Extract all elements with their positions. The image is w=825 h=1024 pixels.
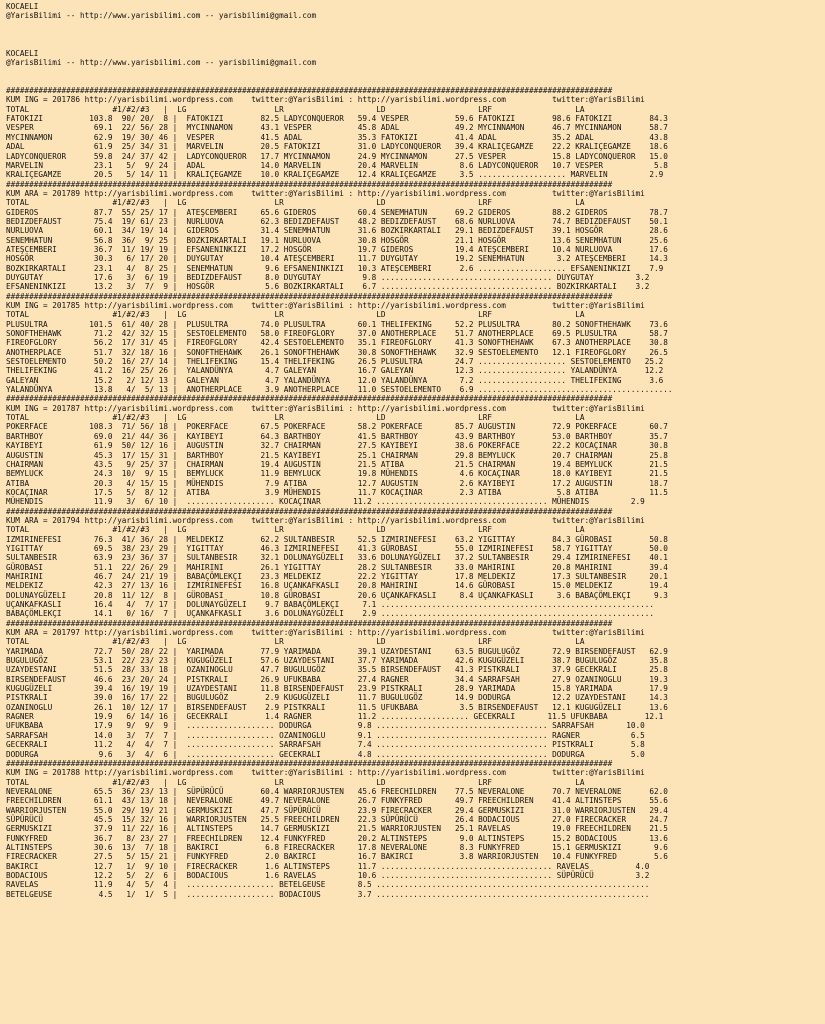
separator-line: ################################################################################################################################### [6,758,613,768]
horse-row: SESTOELEMENTO 50.2 16/ 27/ 14 | THELIFEKING 15.4 THELIFEKING 26.5 PLUSULTRA 24.7 ................... SESTOELEMENTO 25.2 [6,357,664,367]
horse-row: SÜPÜRÜCÜ 45.5 15/ 32/ 16 | WARRIORJUSTEN 25.5 FREECHILDREN 22.3 SÜPÜRÜCÜ 26.4 BODACIOUS 27.0 FIRECRACKER 24.7 [6,814,668,824]
race-header-line: KUM ING = 201788 http://yarisbilimi.wordpress.com twitter:@YarisBilimi : http://yarisbilimi.wordpress.com twitter:@YarisBilimi [6,768,645,778]
blank-line [6,67,672,76]
horse-row: DOLUNAYGÜZELI 20.8 11/ 12/ 8 | GÜROBASI 10.8 GÜROBASI 20.6 UÇANKAFKASLI 8.4 UÇANKAFKASLI 3.6 BABAÇÖMLEKÇI 9.3 [6,590,668,600]
horse-row: RAGNER 19.9 6/ 14/ 16 | GECEKRALI 1.4 RAGNER 11.2 ................... GECEKRALI 11.5 UFUKBABA 12.1 [6,712,664,722]
horse-row: ALTINSTEPS 30.6 13/ 7/ 18 | BAKIRCI 6.8 FIRECRACKER 17.8 NEVERALONE 8.3 FUNKYFRED 15.1 GERMUSKIZI 9.6 [6,842,668,852]
horse-row: FATOKIZI 103.8 90/ 20/ 8 | FATOKIZI 82.5 LADYCONQUEROR 59.4 VESPER 59.6 FATOKIZI 98.6 FATOKIZI 84.3 [6,114,668,124]
horse-row: SONOFTHEHAWK 71.2 42/ 32/ 15 | SESTOELEMENTO 58.0 FIREOFGLORY 37.0 ANOTHERPLACE 51.7 ANOTHERPLACE 69.5 PLUSULTRA 58.7 [6,329,668,339]
horse-row: MAHIRINI 46.7 24/ 21/ 19 | BABAÇÖMLEKÇI 23.3 MELDEKIZ 22.2 YIGITTAY 17.8 MELDEKIZ 17.3 SULTANBESIR 20.1 [6,571,668,581]
contact-line: @YarisBilimi -- http://www.yarisbilimi.com -- yarisbilimi@gmail.com [6,11,317,21]
horse-row: KUGUGÜZELI 39.4 16/ 19/ 19 | UZAYDESTANI 11.8 BIRSENDEFAUST 23.9 PISTKRALI 28.9 YARIMADA 15.8 YARIMADA 17.9 [6,684,668,694]
blank-line [6,77,672,86]
horse-row: BARTHBOY 69.0 21/ 44/ 36 | KAYIBEYI 64.3 BARTHBOY 41.5 BARTHBOY 43.9 BARTHBOY 53.0 BARTHBOY 35.7 [6,431,668,441]
horse-row: UZAYDESTANI 51.5 28/ 33/ 18 | OZANINOGLU 47.7 BUGULUGÖZ 35.5 BIRSENDEFAUST 41.3 PISTKRALI 37.9 GECEKRALI 25.8 [6,665,668,675]
horse-row: PLUSULTRA 101.5 61/ 40/ 28 | PLUSULTRA 74.0 PLUSULTRA 60.1 THELIFEKING 52.2 PLUSULTRA 80.2 SONOFTHEHAWK 73.6 [6,319,668,329]
horse-row: SENEMHATUN 56.8 36/ 9/ 25 | BOZKIRKARTALI 19.1 NURLUOVA 30.8 HOSGÖR 21.1 HOSGÖR 13.6 SENEMHATUN 25.6 [6,235,668,245]
horse-row: DODURGA 9.6 3/ 4/ 6 | ................... GECEKRALI 4.8 ..................................... DODURGA 5.0 [6,749,645,759]
horse-row: THELIFEKING 41.2 16/ 25/ 26 | YALANDÜNYA 4.7 GALEYAN 16.7 GALEYAN 12.3 ................... YALANDÜNYA 12.2 [6,366,664,376]
horse-row: POKERFACE 108.3 71/ 56/ 18 | POKERFACE 67.5 POKERFACE 58.2 POKERFACE 85.7 AUGUSTIN 72.9 POKERFACE 60.7 [6,422,668,432]
horse-row: OZANINOGLU 26.1 10/ 12/ 17 | BIRSENDEFAUST 2.9 PISTKRALI 11.5 UFUKBABA 3.5 BIRSENDEFAUST 12.1 KUGUGÜZELI 13.6 [6,702,668,712]
horse-row: BUGULUGÖZ 53.1 22/ 23/ 23 | KUGUGÜZELI 57.6 UZAYDESTANI 37.7 YARIMADA 42.6 KUGUGÜZELI 38.7 BUGULUGÖZ 35.8 [6,656,668,666]
horse-row: YALANDÜNYA 13.8 4/ 5/ 13 | ANOTHERPLACE 3.9 ANOTHERPLACE 11.0 SESTOELEMENTO 6.9 .......................................... [6,385,673,395]
column-header-line: TOTAL #1/#2/#3 | LG LR LD LRF LA [6,637,585,647]
horse-row: RAVELAS 11.9 4/ 5/ 4 | ................... BETELGEUSE 8.5 ........................................................... [6,880,650,890]
race-analysis-document [6,2,672,899]
race-header-line: KUM ARA = 201789 http://yarisbilimi.wordpress.com twitter:@YarisBilimi : http://yarisbilimi.wordpress.com twitter:@YarisBilimi [6,188,645,198]
separator-line: ################################################################################################################################### [6,618,613,628]
horse-row: LADYCONQUEROR 59.8 24/ 37/ 42 | LADYCONQUEROR 17.7 MYCINNAMON 24.9 MYCINNAMON 27.5 VESPER 15.8 LADYCONQUEROR 15.0 [6,151,668,161]
horse-row: NURLUOVA 60.1 34/ 19/ 14 | GIDEROS 31.4 SENEMHATUN 31.6 BOZKIRKARTALI 29.1 BEDIZDEFAUST 39.1 HOSGÖR 28.6 [6,226,668,236]
horse-row: YIGITTAY 69.5 38/ 23/ 29 | YIGITTAY 46.3 IZMIRINEFESI 41.3 GÜROBASI 55.0 IZMIRINEFESI 58.7 YIGITTAY 50.0 [6,543,668,553]
horse-row: ATEŞCEMBERI 36.7 11/ 19/ 19 | EFSANENINKIZI 17.2 HOSGÖR 19.7 GIDEROS 19.4 ATEŞCEMBERI 10.4 NURLUOVA 17.6 [6,244,668,254]
horse-row: ATIBA 20.3 4/ 15/ 15 | MÜHENDIS 7.9 ATIBA 12.7 AUGUSTIN 2.6 KAYIBEYI 17.2 AUGUSTIN 18.7 [6,478,668,488]
horse-row: BETELGEUSE 4.5 1/ 1/ 5 | ................... BODACIOUS 3.7 ........................................................... [6,889,650,899]
horse-row: ANOTHERPLACE 51.7 32/ 18/ 16 | SONOFTHEHAWK 26.1 SONOFTHEHAWK 30.8 SONOFTHEHAWK 32.9 SESTOELEMENTO 12.1 FIREOFGLORY 26.5 [6,347,668,357]
horse-row: EFSANENINKIZI 13.2 3/ 7/ 9 | HOSGÖR 5.6 BOZKIRKARTALI 6.7 ..................................... BOZKIRKARTALI 3.2 [6,282,650,292]
horse-row: DUYGUTAY 17.6 3/ 6/ 19 | BEDIZDEFAUST 8.0 DUYGUTAY 9.8 ..................................... DUYGUTAY 3.2 [6,272,650,282]
horse-row: YARIMADA 72.7 50/ 28/ 22 | YARIMADA 77.9 YARIMADA 39.1 UZAYDESTANI 63.5 BUGULUGÖZ 72.9 BIRSENDEFAUST 62.9 [6,646,668,656]
separator-line: ################################################################################################################################### [6,291,613,301]
column-header-line: TOTAL #1/#2/#3 | LG LR LD LRF LA [6,198,585,208]
horse-row: FIRECRACKER 27.5 5/ 15/ 21 | FUNKYFRED 2.0 BAKIRCI 16.7 BAKIRCI 3.8 WARRIORJUSTEN 10.4 FUNKYFRED 5.6 [6,852,668,862]
horse-row: VESPER 69.1 22/ 56/ 28 | MYCINNAMON 43.1 VESPER 45.8 ADAL 49.2 MYCINNAMON 46.7 MYCINNAMON 58.7 [6,123,668,133]
horse-row: GERMUSKIZI 37.9 11/ 22/ 16 | ALTINSTEPS 14.7 GERMUSKIZI 21.5 WARRIORJUSTEN 25.1 RAVELAS 19.0 FREECHILDREN 21.5 [6,824,668,834]
race-header-line: KUM ARA = 201794 http://yarisbilimi.wordpress.com twitter:@YarisBilimi : http://yarisbilimi.wordpress.com twitter:@YarisBilimi [6,515,645,525]
horse-row: WARRIORJUSTEN 55.0 29/ 19/ 21 | GERMUSKIZI 47.7 SÜPÜRÜCÜ 23.9 FIRECRACKER 29.4 GERMUSKIZI 31.0 WARRIORJUSTEN 29.4 [6,805,668,815]
column-header-line: TOTAL #1/#2/#3 | LG LR LD LRF LA [6,525,585,535]
race-header-line: KUM ING = 201786 http://yarisbilimi.wordpress.com twitter:@YarisBilimi : http://yarisbilimi.wordpress.com twitter:@YarisBilimi [6,95,645,105]
race-header-line: KUM ING = 201787 http://yarisbilimi.wordpress.com twitter:@YarisBilimi : http://yarisbilimi.wordpress.com twitter:@YarisBilimi [6,403,645,413]
horse-row: CHAIRMAN 43.5 9/ 25/ 37 | CHAIRMAN 19.4 AUGUSTIN 21.5 ATIBA 21.5 CHAIRMAN 19.4 BEMYLUCK 21.5 [6,459,668,469]
location-title: KOCAELI [6,48,39,58]
horse-row: BAKIRCI 12.7 1/ 9/ 10 | FIRECRACKER 1.6 ALTINSTEPS 11.7 ..................................... RAVELAS 4.0 [6,861,650,871]
horse-row: BOZKIRKARTALI 23.1 4/ 8/ 25 | SENEMHATUN 9.6 EFSANENINKIZI 10.3 ATEŞCEMBERI 2.6 ................... EFSANENINKIZI 7.9 [6,263,664,273]
location-title: KOCAELI [6,2,39,11]
horse-row: ADAL 61.9 25/ 34/ 31 | MARVELIN 20.5 FATOKIZI 31.0 LADYCONQUEROR 39.4 KRALIÇEGAMZE 22.2 KRALIÇEGAMZE 18.6 [6,142,668,152]
horse-row: GIDEROS 87.7 55/ 25/ 17 | ATEŞCEMBERI 65.6 GIDEROS 60.4 SENEMHATUN 69.2 GIDEROS 88.2 GIDEROS 78.7 [6,207,668,217]
separator-line: ################################################################################################################################### [6,394,613,404]
horse-row: KAYIBEYI 61.9 50/ 12/ 16 | AUGUSTIN 32.7 CHAIRMAN 27.5 KAYIBEYI 38.6 POKERFACE 22.2 KOCAÇINAR 30.8 [6,441,668,451]
blank-line [6,30,672,39]
horse-row: SARRAFSAH 14.0 3/ 7/ 7 | ................... OZANINOGLU 9.1 ..................................... RAGNER 6.5 [6,730,645,740]
horse-row: GÜROBASI 51.1 22/ 26/ 29 | MAHIRINI 26.1 YIGITTAY 28.2 SULTANBESIR 33.0 MAHIRINI 20.8 MAHIRINI 39.4 [6,562,668,572]
race-header-line: KUM ING = 201785 http://yarisbilimi.wordpress.com twitter:@YarisBilimi : http://yarisbilimi.wordpress.com twitter:@YarisBilimi [6,301,645,310]
horse-row: MARVELIN 23.1 5/ 9/ 24 | ADAL 14.0 MARVELIN 20.4 MARVELIN 8.6 LADYCONQUEROR 10.7 VESPER 5.8 [6,160,668,170]
column-header-line: TOTAL #1/#2/#3 | LG LR LD LRF LA [6,104,585,114]
horse-row: FUNKYFRED 36.7 8/ 23/ 27 | FREECHILDREN 12.4 FUNKYFRED 20.2 ALTINSTEPS 9.0 ALTINSTEPS 15.2 BODACIOUS 13.6 [6,833,668,843]
horse-row: UÇANKAFKASLI 16.4 4/ 7/ 17 | DOLUNAYGÜZELI 9.7 BABAÇÖMLEKÇI 7.1 ........................................................... [6,600,654,609]
separator-line: ################################################################################################################################### [6,506,613,516]
horse-row: NEVERALONE 65.5 36/ 23/ 13 | SÜPÜRÜCÜ 60.4 WARRIORJUSTEN 45.6 FREECHILDREN 77.5 NEVERALONE 70.7 NEVERALONE 62.0 [6,786,668,796]
horse-row: IZMIRINEFESI 76.3 41/ 36/ 28 | MELDEKIZ 62.2 SULTANBESIR 52.5 IZMIRINEFESI 63.2 YIGITTAY 84.3 GÜROBASI 50.8 [6,534,668,544]
horse-row: UFUKBABA 17.9 9/ 9/ 9 | ................... DODURGA 9.8 ..................................... SARRAFSAH 10.0 [6,721,645,731]
horse-row: BABAÇÖMLEKÇI 14.1 0/ 16/ 7 | UÇANKAFKASLI 3.6 DOLUNAYGÜZELI 2.9 ........................................................... [6,609,654,619]
column-header-line: TOTAL #1/#2/#3 | LG LR LD LRF LA [6,310,585,320]
blank-line [6,21,672,30]
race-header-line: KUM ARA = 201797 http://yarisbilimi.wordpress.com twitter:@YarisBilimi : http://yarisbilimi.wordpress.com twitter:@YarisBilimi [6,628,645,638]
horse-row: GALEYAN 15.2 2/ 12/ 13 | GALEYAN 4.7 YALANDÜNYA 12.0 YALANDÜNYA 7.2 ................... THELIFEKING 3.6 [6,375,664,385]
horse-row: KOCAÇINAR 17.5 5/ 8/ 12 | ATIBA 3.9 MÜHENDIS 11.7 KOCAÇINAR 2.3 ATIBA 5.8 ATIBA 11.5 [6,487,668,497]
horse-row: SULTANBESIR 63.9 23/ 36/ 37 | SULTANBESIR 32.1 DOLUNAYGÜZELI 33.6 DOLUNAYGÜZELI 37.2 SULTANBESIR 29.4 IZMIRINEFESI 40.1 [6,553,668,563]
column-header-line: TOTAL #1/#2/#3 | LG LR LD LRF LA [6,777,585,787]
separator-line: ################################################################################################################################### [6,86,613,96]
contact-line: @YarisBilimi -- http://www.yarisbilimi.com -- yarisbilimi@gmail.com [6,58,317,68]
column-header-line: TOTAL #1/#2/#3 | LG LR LD LRF LA [6,413,585,423]
horse-row: BODACIOUS 12.2 5/ 2/ 6 | BODACIOUS 1.6 RAVELAS 10.6 ..................................... SÜPÜRÜCÜ 3.2 [6,870,650,880]
horse-row: FIREOFGLORY 56.2 17/ 31/ 45 | FIREOFGLORY 42.4 SESTOELEMENTO 35.1 FIREOFGLORY 41.3 SONOFTHEHAWK 67.3 ANOTHERPLACE 30.8 [6,338,668,348]
separator-line: ################################################################################################################################### [6,179,613,189]
horse-row: PISTKRALI 39.0 16/ 17/ 22 | BUGULUGÖZ 2.9 KUGUGÜZELI 11.7 BUGULUGÖZ 14.9 DODURGA 12.2 UZAYDESTANI 14.3 [6,693,668,703]
horse-row: MELDEKIZ 42.3 27/ 13/ 16 | IZMIRINEFESI 16.8 UÇANKAFKASLI 20.8 MAHIRINI 14.6 GÜROBASI 15.0 MELDEKIZ 19.4 [6,581,668,591]
horse-row: MÜHENDIS 11.9 3/ 6/ 10 | ................... KOCAÇINAR 11.2 ..................................... MÜHENDIS 2.9 [6,497,645,507]
horse-row: BIRSENDEFAUST 46.6 23/ 20/ 24 | PISTKRALI 26.9 UFUKBABA 27.4 RAGNER 34.4 SARRAFSAH 27.9 OZANINOGLU 19.3 [6,674,668,684]
horse-row: BEMYLUCK 24.3 10/ 9/ 15 | BEMYLUCK 11.9 BEMYLUCK 19.8 MÜHENDIS 4.6 KOCAÇINAR 18.0 KAYIBEYI 21.5 [6,469,668,479]
horse-row: FREECHILDREN 61.1 43/ 13/ 18 | NEVERALONE 49.7 NEVERALONE 26.7 FUNKYFRED 49.7 FREECHILDREN 41.4 ALTINSTEPS 55.6 [6,796,668,806]
horse-row: MYCINNAMON 62.9 19/ 30/ 46 | VESPER 41.5 ADAL 35.3 FATOKIZI 41.4 ADAL 35.2 ADAL 43.8 [6,132,668,142]
horse-row: KRALIÇEGAMZE 20.5 5/ 14/ 11 | KRALIÇEGAMZE 10.0 KRALIÇEGAMZE 12.4 KRALIÇEGAMZE 3.5 ................... MARVELIN 2.9 [6,170,664,180]
horse-row: GECEKRALI 11.2 4/ 4/ 7 | ................... SARRAFSAH 7.4 ..................................... PISTKRALI 5.8 [6,740,645,750]
horse-row: HOSGÖR 30.3 6/ 17/ 20 | DUYGUTAY 10.4 ATEŞCEMBERI 11.7 DUYGUTAY 19.2 SENEMHATUN 3.2 ATEŞCEMBERI 14.3 [6,254,668,264]
blank-line [6,39,672,48]
horse-row: BEDIZDEFAUST 75.4 19/ 61/ 23 | NURLUOVA 62.3 BEDIZDEFAUST 48.2 BEDIZDEFAUST 68.6 NURLUOVA 74.7 BEDIZDEFAUST 50.1 [6,216,668,226]
horse-row: AUGUSTIN 45.3 17/ 15/ 31 | BARTHBOY 21.5 KAYIBEYI 25.1 CHAIRMAN 29.8 BEMYLUCK 20.7 CHAIRMAN 25.8 [6,450,668,460]
